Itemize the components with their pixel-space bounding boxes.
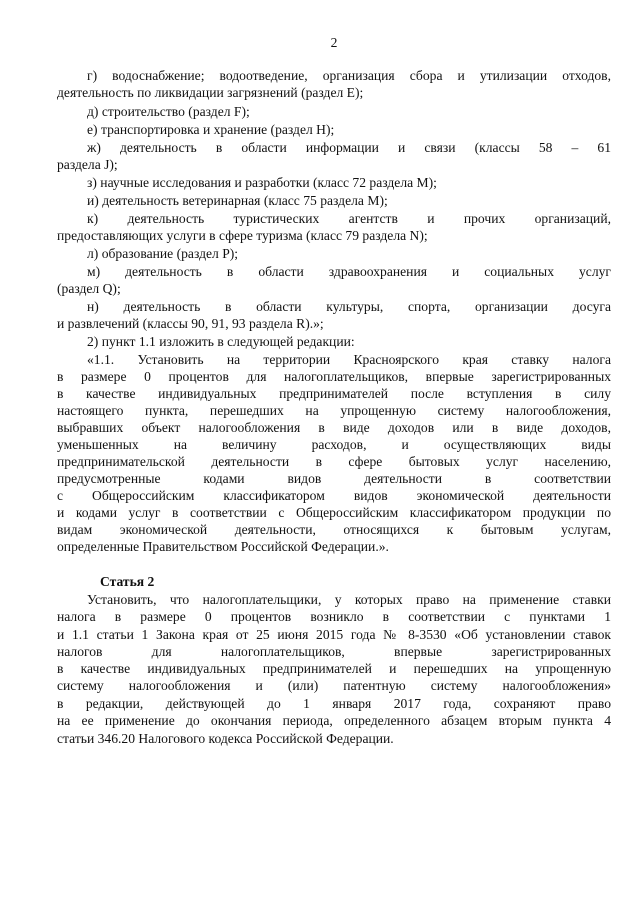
text-line: е) транспортировка и хранение (раздел H); bbox=[87, 122, 335, 137]
text-line: деятельность по ликвидации загрязнений (раздел E); bbox=[57, 85, 364, 100]
text-line: в качестве индивидуальных предпринимателей и перешедших на упрощенную bbox=[57, 661, 611, 676]
text-line: и развлечений (классы 90, 91, 93 раздела R).»; bbox=[57, 316, 324, 331]
text-line: м) деятельность в области здравоохранения и социальных услуг bbox=[87, 264, 611, 279]
text-line: д) строительство (раздел F); bbox=[87, 104, 250, 119]
text-line: в редакции, действующей до 1 января 2017 года, сохраняют право bbox=[57, 696, 611, 711]
text-line: статьи 346.20 Налогового кодекса Российской Федерации. bbox=[57, 731, 394, 746]
text-line: предусмотренные кодами видов деятельности в соответствии bbox=[57, 471, 611, 486]
text-line: предоставляющих услуги в сфере туризма (класс 79 раздела N); bbox=[57, 228, 428, 243]
text-line: на ее применение до окончания периода, определенного абзацем вторым пункта 4 bbox=[57, 713, 611, 728]
text-line: к) деятельность туристических агентств и прочих организаций, bbox=[87, 211, 611, 226]
page-number: 2 bbox=[330, 35, 338, 50]
text-line: налогов для налогоплательщиков, впервые зарегистрированных bbox=[57, 644, 611, 659]
text-line: определенные Правительством Российской Федерации.». bbox=[57, 539, 389, 554]
text-line: в размере 0 процентов для налогоплательщиков, впервые зарегистрированных bbox=[57, 369, 611, 384]
text-line: и 1.1 статьи 1 Закона края от 25 июня 2015 года № 8-3530 «Об установлении ставок bbox=[57, 627, 611, 642]
text-line: предпринимательской деятельности в сфере бытовых услуг населению, bbox=[57, 454, 611, 469]
text-line: н) деятельность в области культуры, спорта, организации досуга bbox=[87, 299, 611, 314]
text-line: налога в размере 0 процентов возникло в соответствии с пунктами 1 bbox=[57, 609, 611, 624]
text-line: (раздел Q); bbox=[57, 281, 121, 296]
text-line: видам экономической деятельности, относящихся к бытовым услугам, bbox=[57, 522, 611, 537]
text-line: и) деятельность ветеринарная (класс 75 раздела M); bbox=[87, 193, 388, 208]
article-heading: Статья 2 bbox=[100, 574, 155, 589]
text-line: в качестве индивидуальных предпринимателей после вступления в силу bbox=[57, 386, 611, 401]
text-line: раздела J); bbox=[57, 157, 118, 172]
text-line: Установить, что налогоплательщики, у которых право на применение ставки bbox=[87, 592, 611, 607]
text-line: «1.1. Установить на территории Красноярского края ставку налога bbox=[87, 352, 611, 367]
text-line: л) образование (раздел P); bbox=[87, 246, 239, 261]
text-line: 2) пункт 1.1 изложить в следующей редакции: bbox=[87, 334, 355, 349]
text-line: з) научные исследования и разработки (класс 72 раздела M); bbox=[87, 175, 437, 190]
text-line: и кодами услуг в соответствии с Общероссийским классификатором продукции по bbox=[57, 505, 611, 520]
document-page bbox=[57, 0, 611, 905]
text-line: настоящего пункта, перешедших на упрощенную систему налогообложения, bbox=[57, 403, 611, 418]
text-line: ж) деятельность в области информации и связи (классы 58 – 61 bbox=[87, 140, 611, 155]
text-line: уменьшенных на величину расходов, и осуществляющих виды bbox=[57, 437, 611, 452]
text-line: выбравших объект налогообложения в виде доходов или в виде доходов, bbox=[57, 420, 611, 435]
text-line: г) водоснабжение; водоотведение, организация сбора и утилизации отходов, bbox=[87, 68, 611, 83]
text-line: с Общероссийским классификатором видов экономической деятельности bbox=[57, 488, 611, 503]
text-line: систему налогообложения и (или) патентную систему налогообложения» bbox=[57, 678, 611, 693]
